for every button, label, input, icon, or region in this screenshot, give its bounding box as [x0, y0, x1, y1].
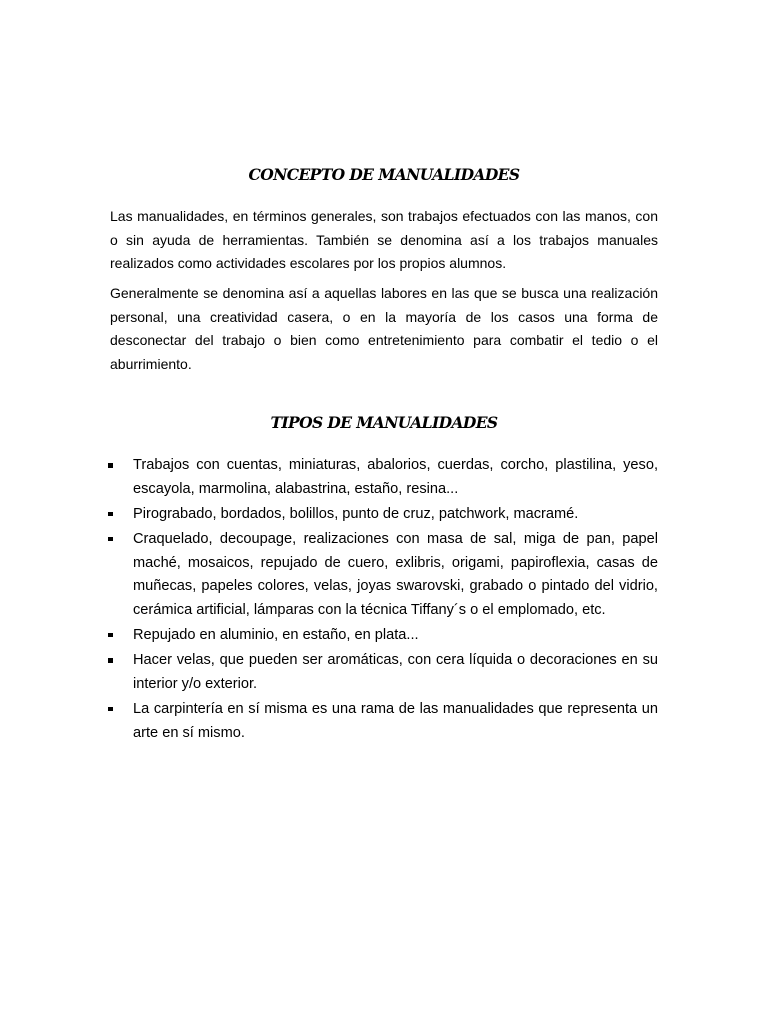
square-bullet-icon [108, 658, 113, 663]
square-bullet-icon [108, 512, 113, 517]
list-item [108, 503, 658, 527]
square-bullet-icon [108, 707, 113, 712]
section-title-concepto: CONCEPTO DE MANUALIDADES [248, 165, 520, 184]
types-list [108, 454, 658, 747]
list-item [108, 454, 658, 501]
list-item-text: Craquelado, decoupage, realizaciones con masa de sal, miga de pan, papel maché, mosaicos, repujado de cuero, exlibris, origami, papiroflexia, casas de muñecas, papeles colores, velas, joyas swarovski, grabado o pintado del vidrio, cerámica artificial, lámparas con la técnica Tiffany´s o el emplomado, etc. [133, 530, 658, 618]
list-item [108, 649, 658, 696]
paragraph-definition: Las manualidades, en términos generales, son trabajos efectuados con las manos, con o sin ayuda de herramientas. También se denomina así a los trabajos manuales realizados como actividades escolares por los propios alumnos. [110, 208, 658, 272]
list-item [108, 528, 658, 622]
list-item-text: Hacer velas, que pueden ser aromáticas, con cera líquida o decoraciones en su interior y/o exterior. [133, 652, 658, 692]
square-bullet-icon [108, 463, 113, 468]
list-item-text: Repujado en aluminio, en estaño, en plata... [133, 626, 419, 643]
square-bullet-icon [108, 633, 113, 638]
list-item [108, 698, 658, 745]
square-bullet-icon [108, 537, 113, 542]
section-title-tipos: TIPOS DE MANUALIDADES [270, 413, 498, 432]
list-item-text: Trabajos con cuentas, miniaturas, abalorios, cuerdas, corcho, plastilina, yeso, escayola, marmolina, alabastrina, estaño, resina... [133, 457, 658, 497]
list-item-text: La carpintería en sí misma es una rama de las manualidades que representa un arte en sí mismo. [133, 700, 658, 741]
list-item-text: Pirograbado, bordados, bolillos, punto de cruz, patchwork, macramé. [133, 505, 579, 522]
paragraph-purpose: Generalmente se denomina así a aquellas labores en las que se busca una realización personal, una creatividad casera, o en la mayoría de los casos una forma de desconectar del trabajo o bien como entretenimiento para combatir el tedio o el aburrimiento. [110, 285, 658, 372]
list-item [108, 624, 658, 648]
